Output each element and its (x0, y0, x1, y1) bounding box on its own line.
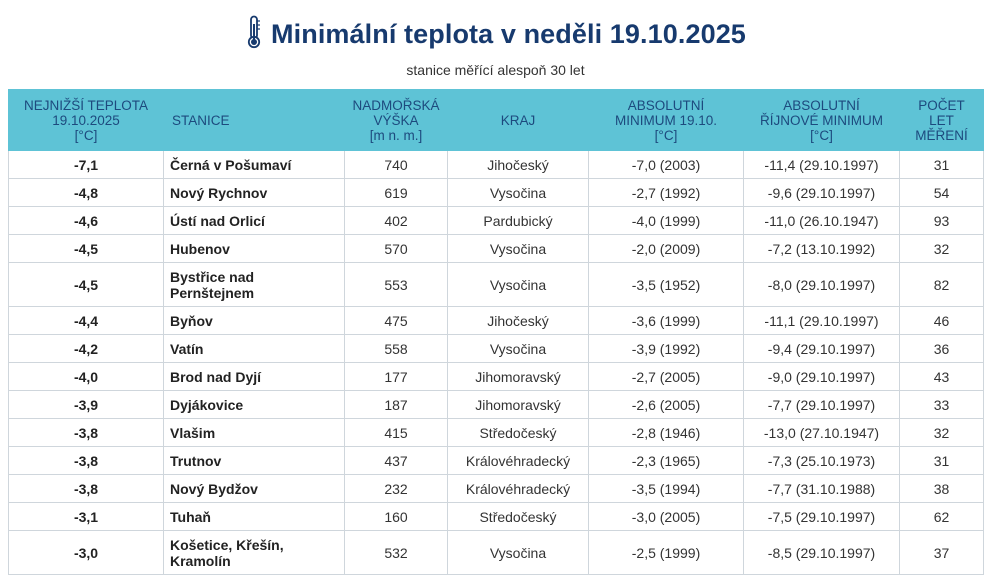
cell-years: 36 (900, 335, 984, 363)
cell-station: Tuhaň (164, 503, 345, 531)
header-lowest-temp (9, 90, 164, 151)
cell-years: 32 (900, 235, 984, 263)
cell-abs-min-october: -7,2 (13.10.1992) (744, 235, 900, 263)
cell-altitude: 415 (345, 419, 448, 447)
cell-years: 82 (900, 263, 984, 307)
cell-altitude: 558 (345, 335, 448, 363)
cell-abs-min-day: -2,5 (1999) (589, 531, 744, 575)
cell-temp: -3,8 (9, 419, 164, 447)
temperature-table (8, 89, 984, 575)
cell-abs-min-october: -11,4 (29.10.1997) (744, 151, 900, 179)
cell-station: Hubenov (164, 235, 345, 263)
cell-years: 38 (900, 475, 984, 503)
cell-abs-min-october: -7,7 (29.10.1997) (744, 391, 900, 419)
cell-altitude: 437 (345, 447, 448, 475)
cell-abs-min-day: -2,6 (2005) (589, 391, 744, 419)
header-line: STANICE (172, 112, 230, 128)
table-row (9, 263, 984, 307)
table-row (9, 447, 984, 475)
header-line: MĚŘENÍ (915, 127, 968, 143)
page-title: Minimální teplota v neděli 19.10.2025 (271, 18, 746, 49)
cell-abs-min-october: -9,6 (29.10.1997) (744, 179, 900, 207)
header-abs-min-day (589, 90, 744, 151)
cell-abs-min-day: -3,6 (1999) (589, 307, 744, 335)
cell-altitude: 740 (345, 151, 448, 179)
cell-temp: -4,5 (9, 263, 164, 307)
table-row (9, 151, 984, 179)
cell-abs-min-day: -4,0 (1999) (589, 207, 744, 235)
cell-altitude: 553 (345, 263, 448, 307)
cell-station: Byňov (164, 307, 345, 335)
cell-years: 33 (900, 391, 984, 419)
header-line: NEJNIŽŠÍ TEPLOTA (23, 97, 149, 113)
header-line: ŘÍJNOVÉ MINIMUM (760, 112, 883, 128)
cell-altitude: 160 (345, 503, 448, 531)
cell-temp: -3,1 (9, 503, 164, 531)
cell-region: Středočeský (448, 419, 589, 447)
header-line: LET (929, 112, 954, 128)
header-line: 19.10.2025 (52, 112, 120, 128)
cell-region: Královéhradecký (448, 447, 589, 475)
cell-altitude: 532 (345, 531, 448, 575)
cell-temp: -3,8 (9, 475, 164, 503)
cell-years: 32 (900, 419, 984, 447)
cell-temp: -3,0 (9, 531, 164, 575)
table-row (9, 419, 984, 447)
header-line: ABSOLUTNÍ (627, 97, 705, 113)
table-row (9, 335, 984, 363)
cell-station: Vlašim (164, 419, 345, 447)
cell-abs-min-day: -3,5 (1952) (589, 263, 744, 307)
cell-abs-min-october: -7,3 (25.10.1973) (744, 447, 900, 475)
cell-temp: -4,0 (9, 363, 164, 391)
cell-abs-min-october: -11,1 (29.10.1997) (744, 307, 900, 335)
cell-altitude: 402 (345, 207, 448, 235)
table-header-row (9, 90, 984, 151)
table-row (9, 503, 984, 531)
table-row (9, 307, 984, 335)
cell-years: 31 (900, 447, 984, 475)
cell-temp: -4,8 (9, 179, 164, 207)
table-row (9, 207, 984, 235)
cell-years: 46 (900, 307, 984, 335)
header-line: [°C] (74, 127, 98, 143)
header-region (448, 90, 589, 151)
cell-years: 54 (900, 179, 984, 207)
header-line: ABSOLUTNÍ (783, 97, 860, 113)
header-altitude (345, 90, 448, 151)
cell-temp: -3,8 (9, 447, 164, 475)
table-row (9, 363, 984, 391)
cell-region: Jihočeský (448, 151, 589, 179)
table-row (9, 179, 984, 207)
cell-abs-min-october: -13,0 (27.10.1947) (744, 419, 900, 447)
header-line: NADMOŘSKÁ (352, 97, 440, 113)
cell-years: 93 (900, 207, 984, 235)
cell-station: Nový Rychnov (164, 179, 345, 207)
page-subtitle: stanice měřící alespoň 30 let (406, 62, 585, 78)
cell-abs-min-day: -7,0 (2003) (589, 151, 744, 179)
cell-region: Jihočeský (448, 307, 589, 335)
cell-abs-min-day: -3,5 (1994) (589, 475, 744, 503)
header-line: POČET (918, 97, 965, 113)
cell-abs-min-day: -3,9 (1992) (589, 335, 744, 363)
cell-temp: -7,1 (9, 151, 164, 179)
cell-station: Brod nad Dyjí (164, 363, 345, 391)
cell-station: Košetice, Křešín, Kramolín (164, 531, 345, 575)
cell-region: Vysočina (448, 235, 589, 263)
header-line: [°C] (810, 127, 833, 143)
cell-station: Bystřice nad Pernštejnem (164, 263, 345, 307)
thermometer-icon (245, 15, 263, 49)
cell-abs-min-day: -2,7 (1992) (589, 179, 744, 207)
cell-altitude: 475 (345, 307, 448, 335)
cell-region: Jihomoravský (448, 391, 589, 419)
cell-years: 37 (900, 531, 984, 575)
cell-abs-min-october: -8,5 (29.10.1997) (744, 531, 900, 575)
cell-region: Středočeský (448, 503, 589, 531)
cell-temp: -4,6 (9, 207, 164, 235)
header-line: KRAJ (500, 112, 536, 128)
cell-abs-min-october: -9,4 (29.10.1997) (744, 335, 900, 363)
cell-altitude: 187 (345, 391, 448, 419)
cell-years: 31 (900, 151, 984, 179)
cell-region: Pardubický (448, 207, 589, 235)
cell-region: Vysočina (448, 335, 589, 363)
cell-abs-min-october: -7,7 (31.10.1988) (744, 475, 900, 503)
table-row (9, 475, 984, 503)
cell-region: Královéhradecký (448, 475, 589, 503)
cell-altitude: 619 (345, 179, 448, 207)
cell-temp: -4,2 (9, 335, 164, 363)
table-row (9, 531, 984, 575)
cell-abs-min-day: -2,0 (2009) (589, 235, 744, 263)
cell-abs-min-october: -8,0 (29.10.1997) (744, 263, 900, 307)
cell-altitude: 570 (345, 235, 448, 263)
cell-region: Vysočina (448, 179, 589, 207)
header-station (164, 90, 345, 151)
cell-abs-min-october: -9,0 (29.10.1997) (744, 363, 900, 391)
cell-abs-min-day: -2,8 (1946) (589, 419, 744, 447)
cell-temp: -4,5 (9, 235, 164, 263)
cell-station: Černá v Pošumaví (164, 151, 345, 179)
cell-station: Nový Bydžov (164, 475, 345, 503)
cell-abs-min-october: -7,5 (29.10.1997) (744, 503, 900, 531)
cell-region: Jihomoravský (448, 363, 589, 391)
cell-abs-min-october: -11,0 (26.10.1947) (744, 207, 900, 235)
header-line: [°C] (654, 127, 678, 143)
table-row (9, 235, 984, 263)
header-abs-min-october (744, 90, 900, 151)
cell-temp: -4,4 (9, 307, 164, 335)
cell-temp: -3,9 (9, 391, 164, 419)
header-line: [m n. m.] (369, 127, 423, 143)
cell-altitude: 177 (345, 363, 448, 391)
cell-region: Vysočina (448, 263, 589, 307)
cell-station: Ústí nad Orlicí (164, 207, 345, 235)
cell-station: Vatín (164, 335, 345, 363)
header-line: MINIMUM 19.10. (614, 112, 718, 128)
cell-abs-min-day: -2,7 (2005) (589, 363, 744, 391)
cell-station: Dyjákovice (164, 391, 345, 419)
title-row (0, 12, 991, 56)
cell-abs-min-day: -2,3 (1965) (589, 447, 744, 475)
cell-region: Vysočina (448, 531, 589, 575)
header-line: VÝŠKA (373, 112, 419, 128)
cell-station: Trutnov (164, 447, 345, 475)
cell-years: 43 (900, 363, 984, 391)
header-years-measured (900, 90, 984, 151)
cell-abs-min-day: -3,0 (2005) (589, 503, 744, 531)
cell-altitude: 232 (345, 475, 448, 503)
cell-years: 62 (900, 503, 984, 531)
table-row (9, 391, 984, 419)
